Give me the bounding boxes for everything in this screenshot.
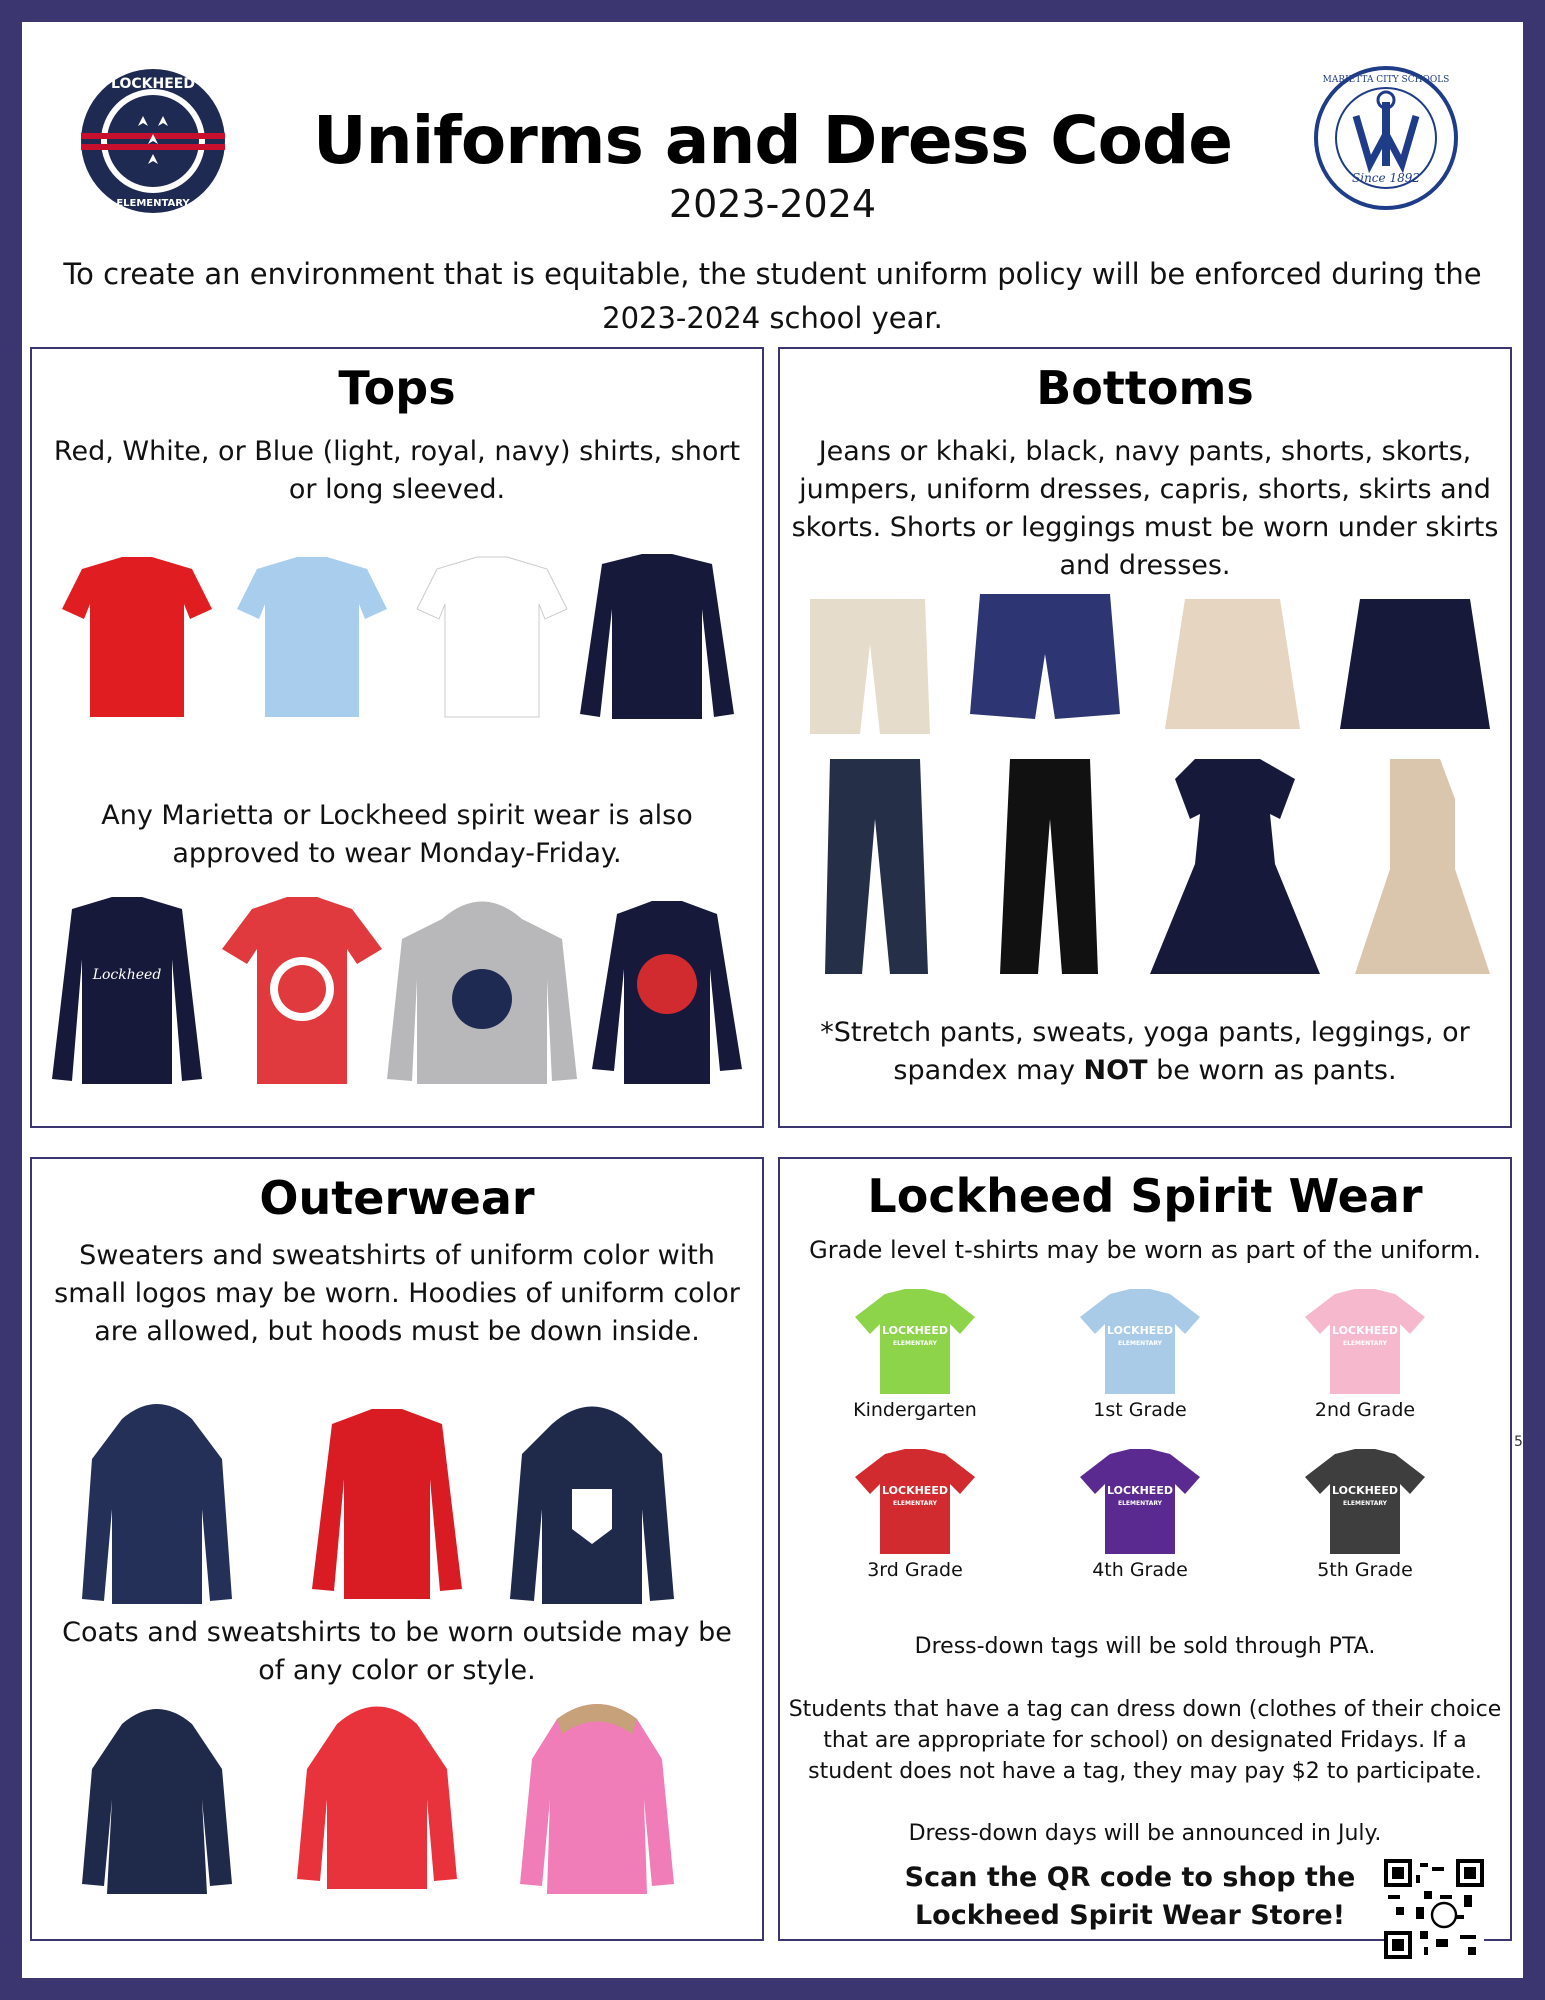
bottoms-row-2	[800, 759, 1500, 979]
bottoms-heading: Bottoms	[1036, 361, 1254, 415]
navy-skort-icon	[1340, 599, 1490, 729]
grade-tee-sublabel: ELEMENTARY	[1117, 1500, 1163, 1507]
grade-label: 5th Grade	[1317, 1559, 1413, 1581]
pink-parka-icon	[520, 1704, 674, 1894]
grade-tee-icon	[1280, 1289, 1450, 1397]
khaki-shorts-icon	[810, 599, 930, 734]
navy-shorts-icon	[970, 594, 1120, 719]
bottoms-panel	[778, 347, 1512, 1128]
grade-label: 1st Grade	[1093, 1399, 1187, 1421]
grade-shirt-1	[830, 1289, 1000, 1439]
light-blue-polo-icon	[237, 557, 387, 717]
grade-shirt-5	[1055, 1449, 1225, 1599]
outerwear-row-1	[62, 1399, 742, 1614]
qr-code-icon[interactable]	[1384, 1859, 1484, 1959]
white-shirt-icon	[417, 557, 567, 717]
grade-tee-icon	[1055, 1449, 1225, 1557]
tops-panel	[30, 347, 764, 1128]
bottoms-note-before: *Stretch pants, sweats, yoga pants, leggings, or spandex may	[820, 1017, 1470, 1086]
grade-shirt-3	[1280, 1289, 1450, 1439]
grade-tee-sublabel: ELEMENTARY	[892, 1500, 938, 1507]
spirit-heading: Lockheed Spirit Wear	[867, 1169, 1423, 1223]
bottoms-note-bold: NOT	[1083, 1055, 1148, 1086]
grade-shirt-2	[1055, 1289, 1225, 1439]
intro-text: To create an environment that is equitable, the student uniform policy will be enforced during the 2023-2024 school year.	[63, 257, 1482, 335]
grade-label: 4th Grade	[1092, 1559, 1188, 1581]
tops-heading: Tops	[338, 361, 456, 415]
bottoms-row-1	[800, 594, 1500, 744]
grade-tee-icon	[830, 1289, 1000, 1397]
spirit-text: Grade level t-shirts may be worn as part of the uniform.	[809, 1236, 1481, 1264]
dressdown-details-text: Students that have a tag can dress down (clothes of their choice that are appropriate for school) on designated Fridays. If a student does not have a tag, they may pay $2 to participate.	[788, 1697, 1502, 1784]
dressdown-announce-text: Dress-down days will be announced in July.	[908, 1821, 1382, 1846]
grade-tee-icon	[830, 1449, 1000, 1557]
grade-tee-label: LOCKHEED	[1332, 1324, 1398, 1337]
grade-label: Kindergarten	[853, 1399, 977, 1421]
grade-tee-sublabel: ELEMENTARY	[892, 1340, 938, 1347]
grade-tee-icon	[1055, 1289, 1225, 1397]
grade-label: 3rd Grade	[867, 1559, 963, 1581]
grade-tee-icon	[1280, 1449, 1450, 1557]
grade-tee-label: LOCKHEED	[882, 1324, 948, 1337]
grade-shirt-4	[830, 1449, 1000, 1599]
dark-jeans-icon	[825, 759, 928, 974]
red-puffer-jacket-icon	[297, 1707, 457, 1890]
bottoms-note	[800, 1014, 1490, 1090]
seal-since-text: Since 1892	[1352, 171, 1420, 185]
tops-spirit-row	[42, 889, 752, 1089]
seal-ring-text: MARIETTA CITY SCHOOLS	[1322, 75, 1450, 85]
page-title: Uniforms and Dress Code	[312, 102, 1232, 179]
outerwear-heading: Outerwear	[259, 1171, 535, 1225]
khaki-jumper-icon	[1355, 759, 1490, 974]
navy-spirit-longsleeve-icon	[52, 897, 202, 1084]
grade-shirt-6	[1280, 1449, 1450, 1599]
qr-prompt-text: Scan the QR code to shop the Lockheed Spirit Wear Store!	[904, 1862, 1356, 1931]
khaki-skirt-icon	[1165, 599, 1300, 729]
navy-duffle-coat-icon	[82, 1709, 232, 1894]
spirit-shirt-text: Lockheed	[92, 967, 162, 983]
logo-top-text: LOCKHEED	[111, 76, 195, 92]
navy-zip-hoodie-icon	[82, 1404, 232, 1604]
grade-tee-label: LOCKHEED	[882, 1484, 948, 1497]
grade-tee-sublabel: ELEMENTARY	[1117, 1340, 1163, 1347]
logo-bottom-text: ELEMENTARY	[116, 198, 190, 209]
outerwear-row-2	[62, 1699, 742, 1899]
tops-spirit-text: Any Marietta or Lockheed spirit wear is also approved to wear Monday-Friday.	[101, 800, 693, 869]
spirit-panel	[778, 1157, 1512, 1941]
bottoms-text: Jeans or khaki, black, navy pants, shorts, skorts, jumpers, uniform dresses, capris, shorts, skirts and skorts. Shorts or leggings must be worn under skirts and dresses.	[791, 436, 1499, 581]
grade-tee-label: LOCKHEED	[1332, 1484, 1398, 1497]
tops-text: Red, White, or Blue (light, royal, navy) shirts, short or long sleeved.	[53, 436, 741, 505]
outerwear-text: Sweaters and sweatshirts of uniform color with small logos may be worn. Hoodies of uniform color are allowed, but hoods must be down inside.	[54, 1240, 740, 1347]
red-cardigan-icon	[312, 1409, 462, 1599]
grade-tee-sublabel: ELEMENTARY	[1342, 1500, 1388, 1507]
grade-label: 2nd Grade	[1314, 1399, 1416, 1421]
grade-tee-label: LOCKHEED	[1107, 1484, 1173, 1497]
flyer-page	[22, 22, 1523, 1978]
page-number: 5	[1514, 1434, 1523, 1450]
bottoms-note-after: be worn as pants.	[1147, 1055, 1397, 1086]
dressdown-tags-text: Dress-down tags will be sold through PTA.	[914, 1634, 1376, 1659]
navy-longsleeve-icon	[580, 554, 734, 719]
navy-dress-icon	[1150, 759, 1320, 974]
school-year: 2023-2024	[668, 182, 877, 226]
red-polo-icon	[62, 557, 212, 717]
outerwear-panel	[30, 1157, 764, 1941]
tops-shirts-row	[42, 549, 752, 729]
black-pants-icon	[1000, 759, 1098, 974]
grade-tee-label: LOCKHEED	[1107, 1324, 1173, 1337]
outerwear-coats-text: Coats and sweatshirts to be worn outside may be of any color or style.	[62, 1617, 732, 1686]
grade-tee-sublabel: ELEMENTARY	[1342, 1340, 1388, 1347]
